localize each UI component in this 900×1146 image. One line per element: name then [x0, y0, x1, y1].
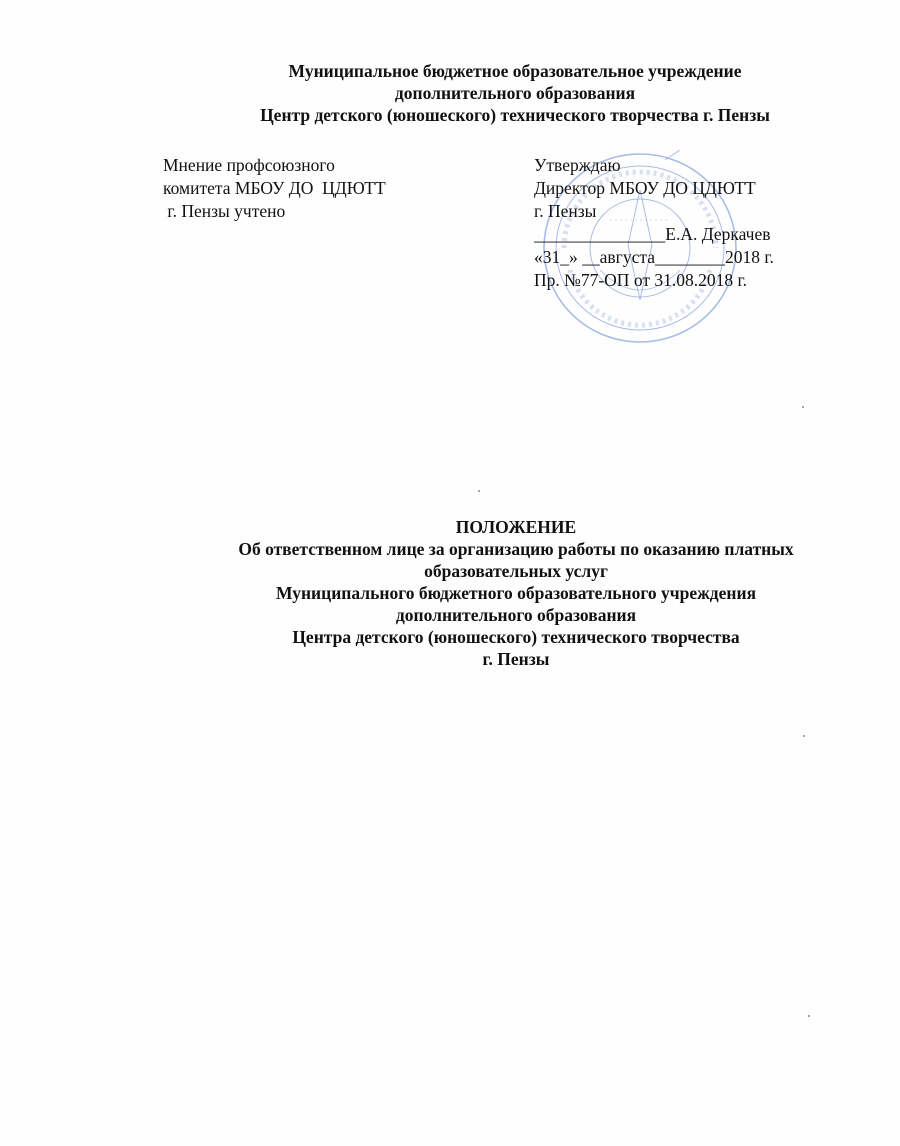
- document-title-block: [150, 516, 882, 670]
- union-committee-block: [163, 154, 463, 223]
- scan-speck: [808, 1015, 810, 1017]
- union-line-3: г. Пензы учтено: [163, 201, 286, 221]
- approval-line-3: г. Пензы: [534, 201, 597, 221]
- document-title: ПОЛОЖЕНИЕ: [455, 517, 577, 537]
- scan-speck: [478, 490, 480, 492]
- header-line-1: Муниципальное бюджетное образовательное учреждение: [288, 61, 742, 81]
- approval-block: [534, 154, 864, 292]
- header-line-2: дополнительного образования: [394, 83, 636, 103]
- title-line-2: Об ответственном лице за организацию работы по оказанию платных: [238, 539, 794, 559]
- title-line-5: дополнительного образования: [395, 605, 637, 625]
- union-line-1: Мнение профсоюзного: [163, 155, 335, 175]
- title-line-3: образовательных услуг: [424, 561, 608, 581]
- title-line-4: Муниципального бюджетного образовательного учреждения: [275, 583, 757, 603]
- scan-speck: [803, 735, 805, 737]
- title-line-6: Центра детского (юношеского) технического творчества: [292, 627, 740, 647]
- director-signature-line: _______________Е.А. Деркачев: [534, 224, 771, 244]
- approval-line-2: Директор МБОУ ДО ЦДЮТТ: [534, 178, 756, 198]
- title-line-7: г. Пензы: [482, 649, 550, 669]
- organization-header: [150, 60, 880, 126]
- union-line-2: комитета МБОУ ДО ЦДЮТТ: [163, 178, 386, 198]
- header-line-3: Центр детского (юношеского) технического творчества г. Пензы: [260, 105, 770, 125]
- scan-speck: [802, 406, 804, 408]
- approval-line-1: Утверждаю: [534, 155, 621, 175]
- approval-date-line: «31_» __августа________2018 г.: [534, 247, 774, 267]
- order-reference-line: Пр. №77-ОП от 31.08.2018 г.: [534, 270, 748, 290]
